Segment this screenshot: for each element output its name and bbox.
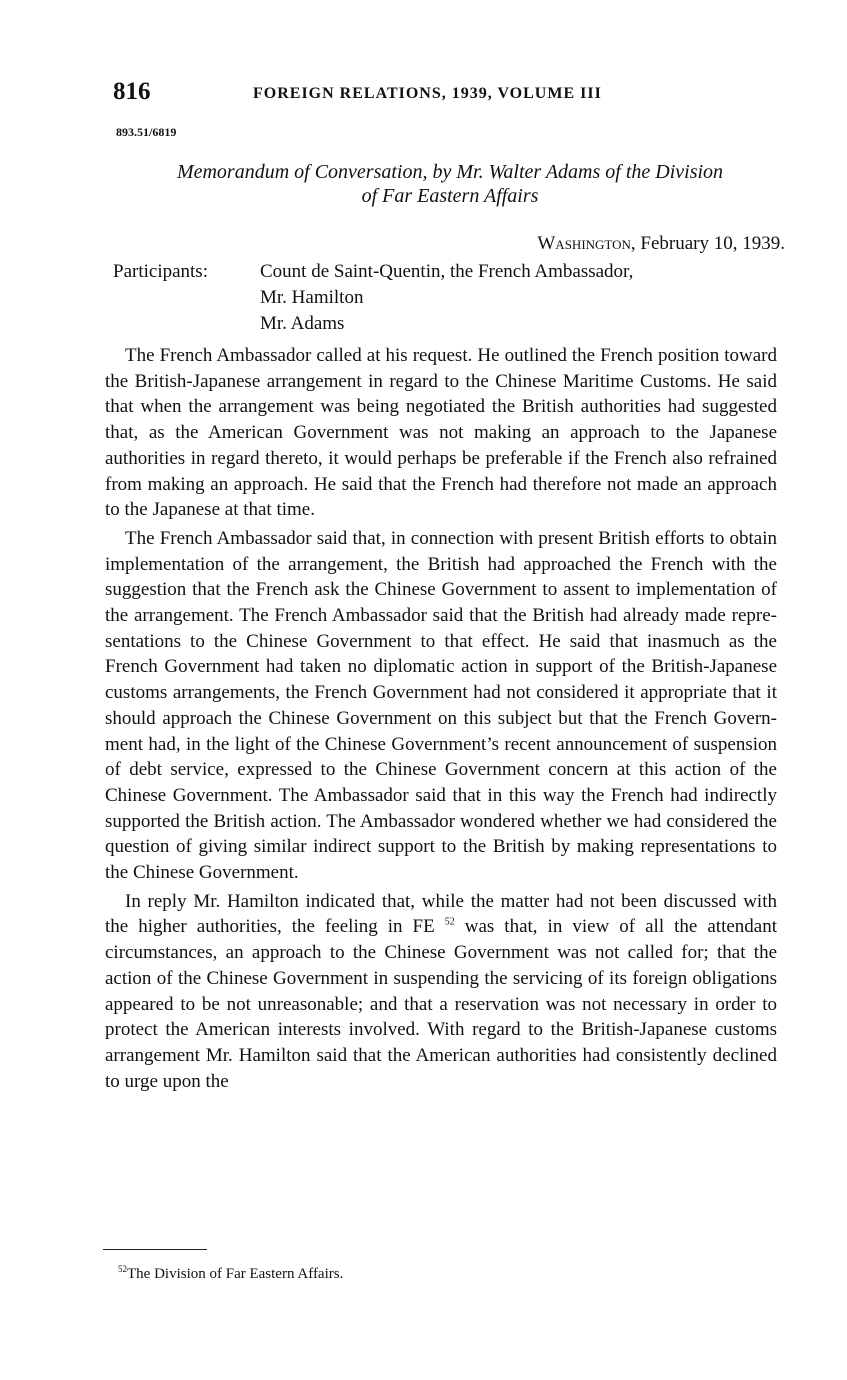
participant-name: Mr. Hamilton	[260, 287, 364, 308]
body-paragraph: The French Ambassador called at his request. He outlined the French position toward the British-Japanese arrangement in regard to the Chinese Maritime Customs. He said that when the arrangement was being negotiated the British authorities had suggested that, as the American Government was not making an approach to the Japanese authorities in regard thereto, it would perhaps be preferable if the French also refrained from making an approach. He said that the French had therefore not made an approach to the Japanese at that time.	[105, 345, 777, 521]
footnote-text: The Division of Far Eastern Affairs.	[127, 1266, 344, 1282]
body-paragraph: The French Ambassador said that, in connection with present British efforts to obtain implementation of the arrangement, the British had approached the French with the suggestion that the French ask the Chinese Government to assent to implementation of the arrangement. The French Ambassador said that the British had already made representations to the Chinese Government to that effect. He said that inasmuch as the French Government had taken no diplomatic action in support of the British-Japanese customs arrangements, the French Government had not considered it appropriate that it should approach the Chinese Government on this subject but that the French Government had, in the light of the Chinese Government’s recent announcement of suspension of debt service, expressed to the Chinese Government concern at this action of the Chinese Government. The Ambassador said that in this way the French had indirectly supported the British action. The Ambassador wondered whether we had considered the question of giving similar indirect support to the British by making representations to the Chinese Government.	[105, 527, 777, 884]
page-number: 816	[113, 78, 151, 105]
footnote	[118, 1266, 343, 1283]
file-number: 893.51/6819	[116, 125, 177, 139]
memorandum-body	[105, 343, 777, 1097]
participants-label: Participants:	[113, 261, 208, 282]
document-title	[110, 160, 790, 208]
footnote-divider	[103, 1249, 207, 1250]
dateline-place: Washington	[537, 233, 631, 254]
participant-name: Count de Saint-Quentin, the French Ambassador,	[260, 261, 634, 282]
body-paragraph	[105, 889, 777, 1095]
paragraph-text: In reply Mr. Hamilton indicated that, while the matter had not been discussed with the higher authorities, the feeling in FE	[105, 890, 777, 938]
document-title-line-1: Memorandum of Conversation, by Mr. Walter Adams of the Division	[176, 161, 724, 183]
paragraph-text: was that, in view of all the attendant circumstances, an approach to the Chinese Government was not called for; that the action of the Chinese Government in suspending the servicing of its foreign obligations appeared to be not unreasonable; and that a reservation was not necessary in order to protect the American interests involved. With regard to the British-Japanese customs arrangement Mr. Hamilton said that the American authorities had consistently declined to urge upon the	[105, 916, 777, 1092]
page-header	[113, 78, 673, 112]
dateline-date: , February 10, 1939.	[630, 233, 785, 254]
running-head: FOREIGN RELATIONS, 1939, VOLUME III	[253, 85, 602, 102]
footnote-mark: 52	[118, 1264, 127, 1274]
participants-list	[260, 259, 785, 337]
document-title-line-2: of Far Eastern Affairs	[361, 185, 539, 207]
participant-name: Mr. Adams	[260, 313, 345, 334]
dateline	[537, 233, 785, 255]
footnote-reference: 52	[444, 917, 455, 929]
